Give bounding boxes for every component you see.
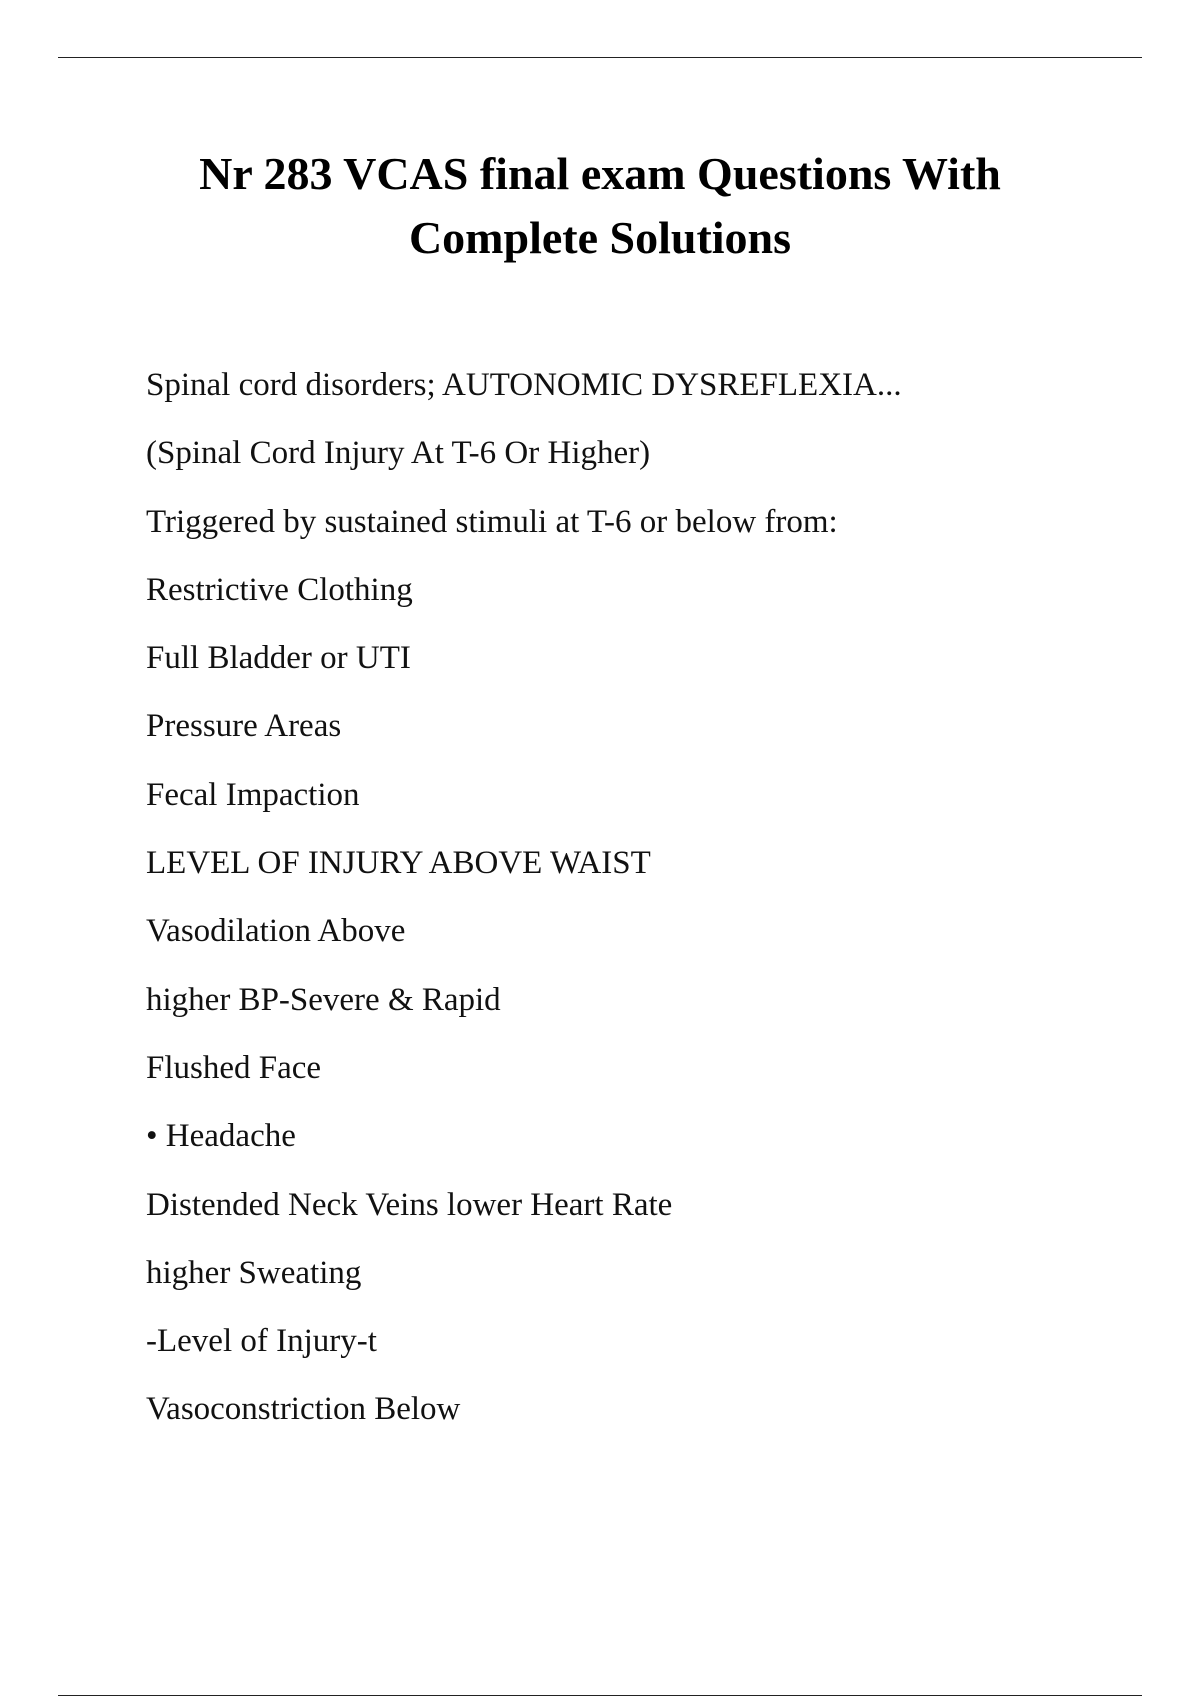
body-line: Full Bladder or UTI <box>146 640 411 677</box>
body-line: Vasodilation Above <box>146 913 406 950</box>
top-rule <box>58 57 1142 58</box>
body-line: Restrictive Clothing <box>146 571 413 608</box>
body-line: Distended Neck Veins lower Heart Rate <box>146 1186 673 1223</box>
body-line: Fecal Impaction <box>146 776 360 813</box>
body-line: Flushed Face <box>146 1049 322 1086</box>
body-line: higher Sweating <box>146 1254 362 1291</box>
bottom-rule <box>58 1695 1142 1696</box>
document-title <box>100 142 1100 270</box>
title-line-1: Nr 283 VCAS final exam Questions With <box>199 148 1001 199</box>
body-line: LEVEL OF INJURY ABOVE WAIST <box>146 845 651 882</box>
document-body <box>146 360 1106 1453</box>
body-line: -Level of Injury-t <box>146 1323 377 1360</box>
body-line: higher BP-Severe & Rapid <box>146 981 501 1018</box>
body-line: Spinal cord disorders; AUTONOMIC DYSREFLEXIA... <box>146 367 902 403</box>
body-line: Vasoconstriction Below <box>146 1391 461 1428</box>
body-line: (Spinal Cord Injury At T-6 Or Higher) <box>146 435 651 472</box>
title-line-2: Complete Solutions <box>408 212 792 263</box>
body-line: Triggered by sustained stimuli at T-6 or below from: <box>146 503 838 540</box>
body-line: • Headache <box>146 1118 296 1155</box>
body-line: Pressure Areas <box>146 708 342 745</box>
